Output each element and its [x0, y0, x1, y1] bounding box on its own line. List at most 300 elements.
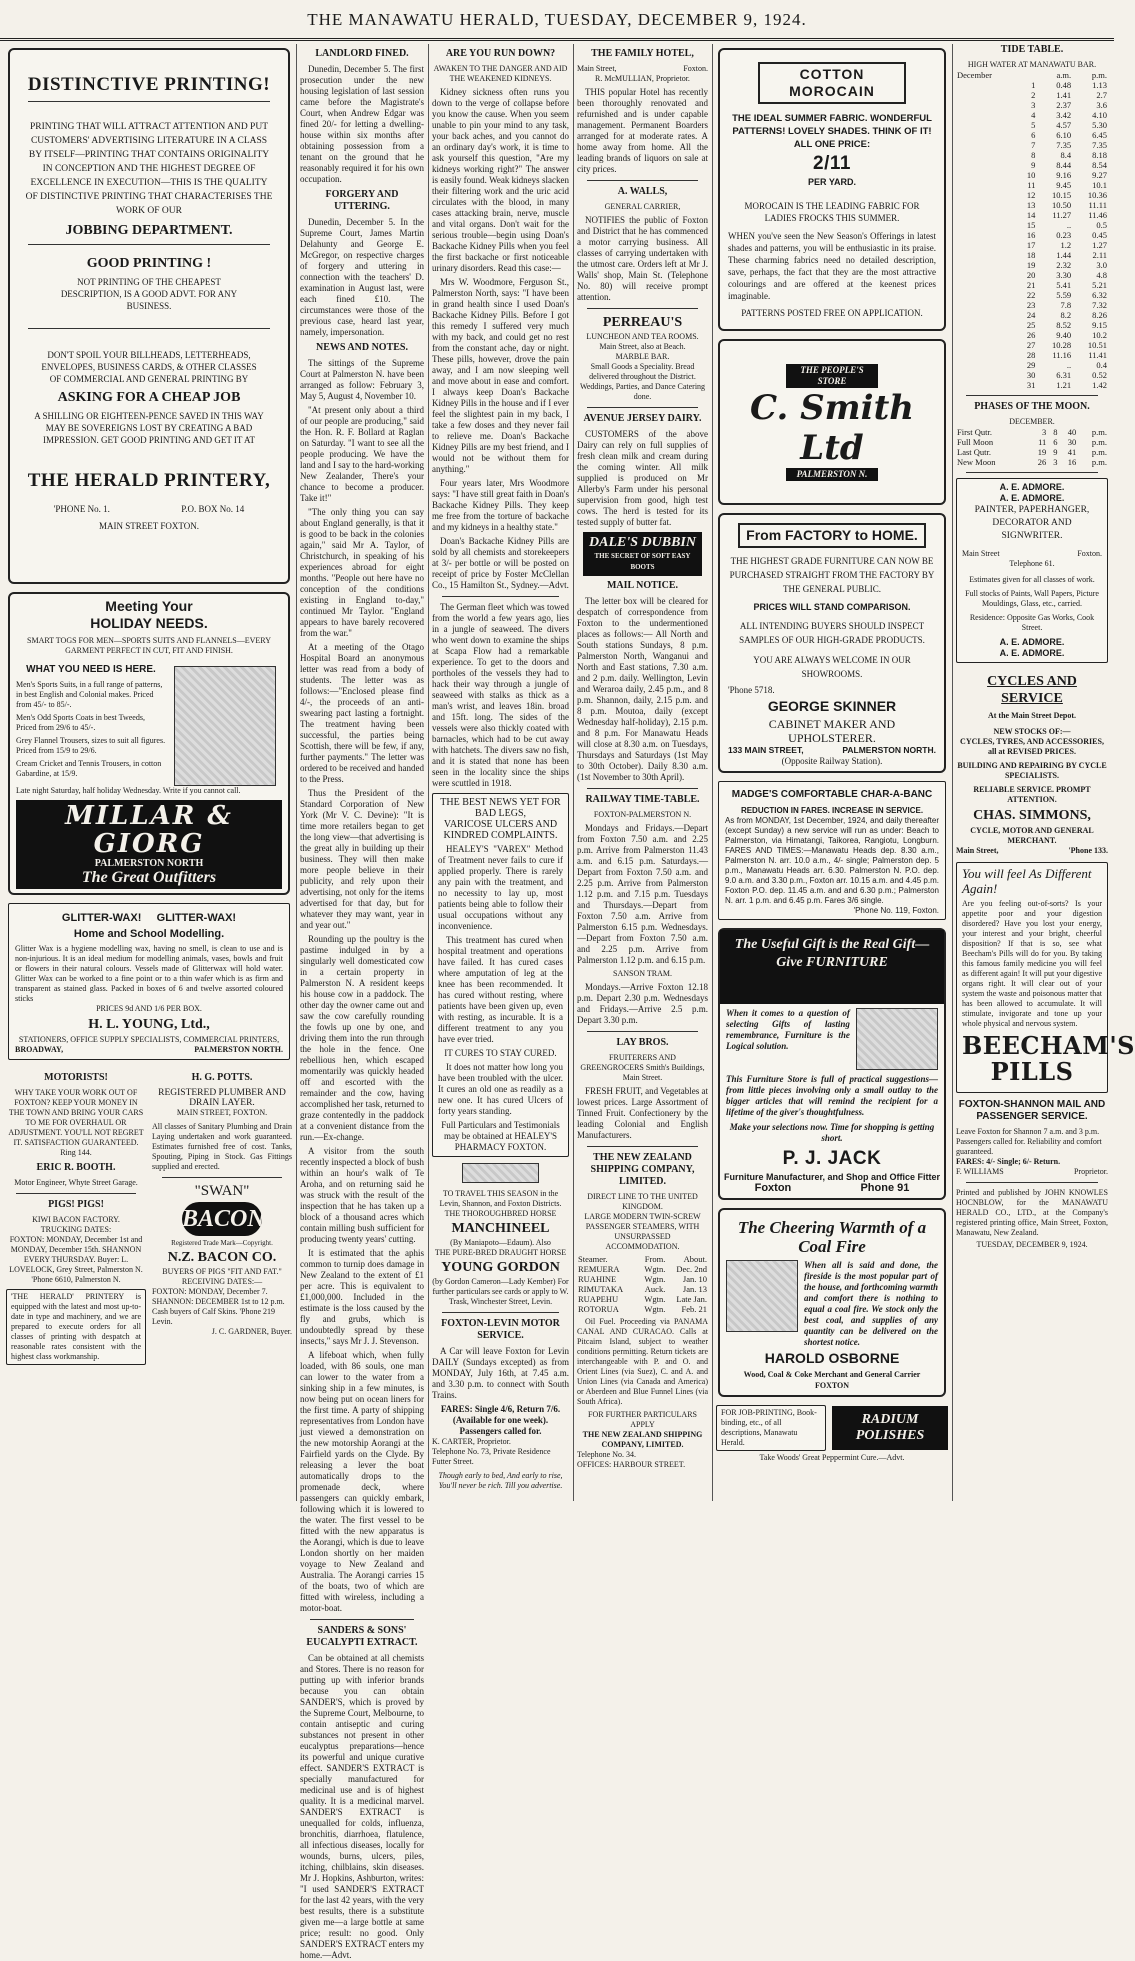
ad-subtitle: LUNCHEON AND TEA ROOMS. Main Street, also at Beach. [586, 332, 699, 351]
ad-telephone: Telephone 61. [1009, 559, 1055, 568]
table-cell: 2.11 [1092, 250, 1107, 260]
ad-body: The letter box will be cleared for despatch of correspondence from Foxton to the undermentioned places as follows:— All North and South stations Sundays, 8 p.m. Palmerston North, Wanganui and North and East stations, 7.30 a.m. and 2 p.m. daily. Wellington, Levin and Weraroa daily, 2.45 p.m., and 8 p.m. Shannon, daily, 2.15 p.m. and 8 p.m. Moutoa, daily (except Wednesday half-holiday), 2.15 p.m. and 8 p.m. For Manawatu Heads will close at 8.30 a.m. on Tuesdays, Thursdays and Saturdays (1st May to 30th October). Daily 8.30 a.m. (1st November to 30th April). [577, 596, 708, 782]
table-cell: 19 [1037, 447, 1047, 457]
ad-title: DISTINCTIVE PRINTING! [27, 74, 271, 95]
table-cell: 9.45 [1056, 180, 1072, 190]
ad-subtitle: BUYERS OF PIGS "FIT AND FAT." [162, 1267, 282, 1276]
table-cell [956, 100, 1019, 110]
ad-footer: Full Particulars and Testimonials may be obtained at HEALEY'S PHARMACY FOXTON. [441, 1120, 560, 1152]
ad-subtitle: SMART TOGS FOR MEN—SPORTS SUITS AND FLANNELS—EVERY GARMENT PERFECT IN CUT, FIT AND FINISH. [27, 636, 271, 655]
ad-subtitle: Furniture Manufacturer, and Shop and Office Fitter [723, 1172, 941, 1182]
ad-heading: NEW STOCKS OF:— [993, 727, 1071, 736]
address: PALMERSTON NORTH. [842, 745, 936, 755]
ad-body: When it comes to a question of selecting Gifts of lasting remembrance, Furniture is the Logical solution. [726, 1008, 850, 1051]
table-cell: 21 [1026, 280, 1036, 290]
ad-heading: ERIC R. BOOTH. [36, 1162, 116, 1173]
beechams-ad [956, 862, 1135, 1093]
table-row [956, 90, 1108, 100]
ad-body: Estimates given for all classes of work. [969, 575, 1095, 584]
ad-body: YOU ARE ALWAYS WELCOME IN OUR SHOWROOMS. [753, 655, 911, 679]
table-cell [956, 190, 1019, 200]
table-row [956, 427, 1108, 437]
news-paragraph: "At present only about a third of our people are producing," said the Hon. R. F. Bollard at Raglan on Saturday. "I want to see all the people producing. We have the land and I say to the hard-working New Zealander, There's your chance to become a producer. Take it!" [300, 405, 424, 503]
dales-dubbin-ad [583, 532, 702, 576]
ad-body: It does not matter how long you have been troubled with the ulcer. It cures an old one as readily as a new one. It has cured Ulcers of forty years standing. [438, 1062, 563, 1116]
horse-name: YOUNG GORDON [441, 1260, 560, 1275]
ad-heading: P. J. JACK [782, 1148, 882, 1169]
ad-body: Mondays and Fridays.—Depart from Foxton 7.50 a.m. and 2.25 p.m. Arrive from Palmerston 11.43 a.m. and 6.15 p.m. Saturdays.—Depart from Foxton 7.50 a.m. and 2.25 p.m. Arrive from Palmerston 1.12 p.m. and 7.15 p.m. Tuesdays and Thursdays.—Depart from Foxton 7.50 a.m. Arrive from Palmerston 6.15 p.m. Wednesdays.—Depart from Foxton 7.50 a.m. and 2.25 p.m. Arrive from Palmerston 1.12 p.m. and 6.15 p.m. [577, 823, 708, 965]
ad-body: LARGE MODERN TWIN-SCREW PASSENGER STEAMERS, WITH UNSURPASSED ACCOMMODATION. [584, 1212, 701, 1251]
column-5 [716, 44, 948, 1501]
dubbin-logo: DALE'S DUBBIN [589, 535, 696, 550]
table-cell [956, 120, 1019, 130]
ad-subtitle: Wood, Coal & Coke Merchant and General Carrier [743, 1370, 921, 1379]
ad-heading: TRUCKING DATES: [40, 1225, 112, 1234]
table-cell: 19 [1026, 260, 1036, 270]
table-cell: 1.21 [1056, 380, 1072, 390]
table-cell: Feb. 21 [681, 1304, 707, 1314]
table-cell: 10.1 [1092, 180, 1107, 190]
table-row [956, 437, 1108, 447]
address: Main Street [962, 549, 1000, 558]
table-cell: 11.46 [1088, 210, 1107, 220]
cotton-morocain-ad [718, 48, 946, 331]
ad-body: Make your selections now. Time for shopping is getting short. [729, 1122, 935, 1143]
table-cell [956, 160, 1019, 170]
ad-body: Mondays.—Arrive Foxton 12.18 p.m. Depart 2.30 p.m. Wednesdays and Fridays.—Arrive 2.5 p.m. Depart 3.30 p.m. [577, 982, 708, 1025]
ad-body: HEALEY'S "VAREX" Method of Treatment never fails to cure if applied properly. There is rarely any pain with the treatment, and no necessity to lay up, most patients being able to follow their usual occupations without any inconvenience. [438, 844, 563, 931]
news-paragraph: "The only thing you can say about England generally, is that it is good to be back in the colonies again," said Mr A. Taylor, of Christchurch, in speaking of his experiences abroad for eight months. "People out here have no conception of the conditions existing in England to-day," continued Mr Taylor. "England appears to have barely recovered from the war." [300, 507, 424, 638]
ad-title: The Cheering Warmth of a Coal Fire [737, 1218, 927, 1256]
ad-subtitle: CABINET MAKER AND UPHOLSTERER. [768, 717, 896, 745]
healey-legs-ad [432, 793, 569, 1157]
table-cell [956, 210, 1019, 220]
table-cell: 10.36 [1087, 190, 1107, 200]
table-cell: 10.28 [1052, 340, 1072, 350]
news-paragraph: Rounding up the poultry is the pastime indulged in by a singularly well domesticated cow in a certain property in Palmerston N. A resident keeps his house cow in a paddock. The other day the owner came out and saw the cow carefully rounding the fowls up one by one, and driving them into the run through the hole in the fence. One rebellious hen, which escaped momentarily was quickly headed off and escorted with the remainder and the cow, having accomplished her task, returned to graze contentedly in the paddock at a convenient distance from the run.—Ex-change. [300, 934, 424, 1142]
ad-title: COTTON MOROCAIN [758, 62, 906, 104]
tide-table-title: TIDE TABLE. [1000, 44, 1064, 55]
ad-heading: FOR FURTHER PARTICULARS APPLY [588, 1410, 697, 1429]
address: FOXTON [814, 1381, 850, 1390]
verse: Though early to bed, And early to rise, You'll never be rich. Till you advertise. [438, 1471, 563, 1490]
table-cell: .. [1066, 360, 1072, 370]
table-cell: 0.4 [1096, 360, 1107, 370]
table-cell: 5.30 [1092, 120, 1107, 130]
ad-price-unit: PER YARD. [807, 177, 857, 187]
table-cell: p.m. [1091, 457, 1107, 467]
table-row [956, 320, 1108, 330]
table-cell: 9.27 [1092, 170, 1107, 180]
table-row [956, 380, 1108, 390]
ad-subtitle: THE PURE-BRED DRAUGHT HORSE [434, 1248, 567, 1257]
table-row [577, 1284, 708, 1294]
ad-body: Are you feeling out-of-sorts? Is your appetite poor and your digestion disordered? Have you lost your energy, your interest and your bright, cheerful disposition? If that is so, see what Beecham's Pills will do for you. By taking this famous family medicine you will feel as different again! It will put your digestive organs right. It will clear out of your system the waste and poisonous matter that has been allowed to accumulate. It will stimulate, invigorate and tone up your whole physical and nervous system. [962, 899, 1102, 1028]
ad-fares: FARES: Single 4/6, Return 7/6. (Available for one week). Passengers called for. [440, 1404, 561, 1436]
table-header-cell: a.m. [1056, 70, 1072, 80]
table-header-cell: December [957, 70, 992, 80]
ad-body: This Furniture Store is full of practical suggestions—from little pieces involving only a small outlay to the bigger articles that will remind the recipient for a lifetime of the giver's thoughtfulness. [726, 1074, 938, 1117]
table-cell: 11.41 [1088, 350, 1107, 360]
table-cell: REMUERA [578, 1264, 620, 1274]
table-cell: 1.44 [1056, 250, 1072, 260]
table-cell: Jan. 13 [682, 1284, 707, 1294]
table-header-cell: From. [644, 1254, 666, 1264]
admore-ad [956, 478, 1108, 663]
address: 133 MAIN STREET, [728, 745, 804, 755]
table-row [956, 170, 1108, 180]
gift-banner: The Useful Gift is the Real Gift—Give FURNITURE [720, 930, 944, 1004]
po-box: P.O. BOX No. 14 [181, 504, 245, 514]
table-cell: 9 [1031, 160, 1036, 170]
list-item: Grey Flannel Trousers, sizes to suit all figures. Priced from 15/9 to 29/6. [16, 736, 166, 755]
ad-heading: H. L. YOUNG, Ltd., [88, 1017, 210, 1032]
ad-subtitle: Home and School Modelling. [73, 928, 225, 940]
list-item: Cream Cricket and Tennis Trousers, in cotton Gabardine, at 15/9. [16, 759, 162, 778]
address: (Opposite Railway Station). [781, 756, 883, 766]
table-cell [956, 80, 1019, 90]
table-cell: Dec. 2nd [676, 1264, 707, 1274]
ad-telephone: Telephone No. 34. [577, 1450, 636, 1459]
ad-body: FRESH FRUIT, and Vegetables at lowest prices. Large Assortment of Tinned Fruit. Confectionery by the leading Colonial and English Manufacturers. [577, 1086, 708, 1140]
ad-title: FOXTON-SHANNON MAIL AND PASSENGER SERVICE. [958, 1099, 1106, 1122]
ad-price: PRICES 9d AND 1/6 PER BOX. [96, 1004, 202, 1013]
table-cell: 9.15 [1092, 320, 1107, 330]
table-cell [956, 330, 1019, 340]
table-row [956, 260, 1108, 270]
table-row [956, 250, 1108, 260]
table-cell: 0.52 [1092, 370, 1107, 380]
ad-heading: PRICES WILL STAND COMPARISON. [753, 602, 911, 612]
trademark-note: Registered Trade Mark—Copyright. [171, 1239, 273, 1247]
ad-body: Glitter Wax is a hygiene modelling wax, having no smell, is clean to use and is non-injurious. It is an ideal medium for modelling animals, vases, bowls and fruit or flowers in their natural colours. Vessels made of Glitterwax will hold water. Glitter Wax can be worked to a fine point or to a thin wafer which is as firm and transparent as stained glass. Packed in boxes of 6 and twelve assorted coloured sticks [15, 944, 283, 1003]
table-header-cell: Steamer. [578, 1254, 608, 1264]
ad-title: You will feel As Different Again! [962, 866, 1092, 896]
article-body: Doan's Backache Kidney Pills are sold by all chemists and storekeepers at 3/- per bottle or will be posted on receipt of price by Foster McClellan Co., 15 Hamilton St., Sydney.—Advt. [432, 536, 569, 590]
table-cell: 7.35 [1056, 140, 1072, 150]
ad-telephone: 'Phone No. 119, Foxton. [853, 906, 939, 915]
table-cell: 7 [1031, 140, 1036, 150]
table-cell [956, 250, 1019, 260]
table-cell: 16 [1026, 230, 1036, 240]
table-cell: 1.41 [1056, 90, 1072, 100]
address: Foxton. [683, 64, 708, 73]
table-cell [956, 130, 1019, 140]
article-headline: LANDLORD FINED. [315, 48, 409, 59]
table-cell: 8.44 [1056, 160, 1072, 170]
ad-title: From FACTORY to HOME. [738, 523, 926, 548]
c-smith-logo: C. Smith Ltd [749, 387, 914, 468]
ad-title: MOTORISTS! [44, 1072, 108, 1083]
table-cell: 18 [1026, 250, 1036, 260]
ad-subtitle: PAINTER, PAPERHANGER, DECORATOR AND SIGNWRITER. [974, 505, 1090, 541]
table-cell [956, 290, 1019, 300]
ad-body: WHY TAKE YOUR WORK OUT OF FOXTON? KEEP YOUR MONEY IN THE TOWN AND BRING YOUR CARS TO ME FOR OVERHAUL OR ADJUSTMENT. YOU'LL NOT REGRET IT. SATISFACTION GUARANTEED. Ring 144. [8, 1088, 144, 1157]
distinctive-printing-ad [8, 48, 290, 584]
madge-char-a-banc-ad [718, 781, 946, 920]
table-cell: 8.2 [1060, 310, 1072, 320]
ad-telephone: Telephone No. 73, Private Residence Futter Street. [432, 1447, 551, 1466]
table-cell: 4.8 [1096, 270, 1107, 280]
table-cell: 0.5 [1096, 220, 1107, 230]
article-body: Mrs W. Woodmore, Ferguson St., Palmerston North, says: "I have been in grand health since I used Doan's Backache Kidney Pills. Before I got this remedy I suffered very much with my back, and could get no rest from the constant ache, day or night. These pills, however, drove the pain away, and I am now sleeping well and move about in ease and comfort. I always keep Doan's Backache Kidney Pills in the house and if I ever feel the slightest pain in my back, I take a few doses and they never fail to relieve me. Doan's Backache Kidney Pills are my best friend, and I would not be without them for anything." [432, 277, 569, 474]
table-cell: Last Qutr. [957, 447, 991, 457]
ad-subtitle: GENERAL CARRIER, [604, 202, 681, 211]
ad-title: FOXTON-LEVIN MOTOR SERVICE. [441, 1318, 560, 1341]
ad-body: CUSTOMERS of the above Dairy can rely on full supplies of fresh clean milk and cream during the coming winter. All milk supplied is produced on Mr Allerby's Farm under his personal supervision from good, high test cows. The herd is tested for its tested supply of butter fat. [577, 429, 708, 527]
table-cell: 3.42 [1056, 110, 1072, 120]
ad-title: AVENUE JERSEY DAIRY. [583, 413, 702, 424]
ad-body: As from MONDAY, 1st December, 1924, and daily thereafter (except Sunday) a new service will run as under: Beach to Palmerston, via Himatangi, Taikorea, Rangiotu, Longburn. FARES AND TIMES:—Manawatu Heads dep. 8.30 a.m., Palmerston N. arr. 10.0 a.m., 4/- single; Palmerston dep. 5 p.m., Manawatu Heads arr. 6.30. Palmerston N. P.O. dep. 9.0 a.m. and 3.30 p.m., Foxton arr. 10.15 a.m. and 4.45 p.m. Foxton P.O. dep. 11.45 a.m. and and 6.30 p.m.; Palmerston N. arr. 1 p.m. and 6.45 p.m. Fares 3/6 single. [725, 816, 939, 905]
table-row [956, 240, 1108, 250]
table-cell: 10.50 [1052, 200, 1072, 210]
tide-table [956, 70, 1108, 390]
table-row [956, 230, 1108, 240]
article-headline: NEWS AND NOTES. [316, 342, 408, 353]
swan-heading: "SWAN" [194, 1183, 250, 1199]
ad-body: STATIONERS, OFFICE SUPPLY SPECIALISTS, COMMERCIAL PRINTERS, [18, 1035, 280, 1044]
signature: J. C. GARDNER, Buyer. [211, 1327, 292, 1336]
ad-subtitle: THE THOROUGHBRED HORSE [444, 1209, 557, 1218]
table-row [956, 210, 1108, 220]
ad-proprietor: K. CARTER, Proprietor. [432, 1437, 511, 1446]
table-cell: 8.52 [1056, 320, 1072, 330]
table-cell: 6.31 [1056, 370, 1072, 380]
column-3 [432, 44, 569, 1501]
column-1 [6, 44, 292, 1501]
table-cell: 4.10 [1092, 110, 1107, 120]
table-cell: 30 [1026, 370, 1036, 380]
table-cell: 10.51 [1087, 340, 1107, 350]
ad-body: Motor Engineer, Whyte Street Garage. [14, 1178, 138, 1187]
table-cell: 16 [1067, 457, 1077, 467]
table-row [577, 1304, 708, 1314]
ad-proprietor: R. McMULLIAN, Proprietor. [595, 74, 690, 83]
ad-subtitle: FRUITERERS AND GREENGROCERS Smith's Buildings, Main Street. [580, 1053, 705, 1082]
column-rule [296, 44, 297, 1501]
table-row [577, 1294, 708, 1304]
table-cell: 6.32 [1092, 290, 1107, 300]
santa-illustration [856, 1008, 938, 1070]
table-cell: p.m. [1091, 447, 1107, 457]
news-paragraph: A visitor from the south recently inspected a block of bush within an hour's walk of Te Aroha, and on returning said he was struck with the result of the inspection that he has taken up a block of a thousand acres which contain milling bush sufficient for producing twenty years' cutting. [300, 1146, 424, 1244]
table-cell [956, 150, 1019, 160]
article-body: Can be obtained at all chemists and Stores. There is no reason for putting up with inferior brands because you can obtain SANDER'S, which is proved by the Supreme Court, Melbourne, to contain antiseptic and curing substances not present in other eucalyptus preparations—hence its powerful and unique curative effect. SANDER'S EXTRACT is specially manufactured for medicinal use and is of highest quality. It is a medicinal marvel. SANDER'S EXTRACT is unequalled for colds, influenza, bronchitis, diarrhoea, flatulence, all infectious diseases, locally for wounds, burns, ulcers, piles, itching, chilblains, skin diseases. Mr J. Hopkins, Ashburton, writes: "I used SANDER'S EXTRACT for the last 42 years, with the very best results, there is a substitute given me—a large bottle at same price; result: no good. Only SANDER'S EXTRACT enters my home.—Advt. [300, 1653, 424, 1960]
table-cell: 9.40 [1056, 330, 1072, 340]
ad-proprietor: Proprietor. [1074, 1167, 1108, 1176]
table-cell: 41 [1067, 447, 1077, 457]
ad-body: ALL INTENDING BUYERS SHOULD INSPECT SAMPLES OF OUR HIGH-GRADE PRODUCTS. [739, 621, 925, 645]
ad-body: BUILDING AND REPAIRING BY CYCLE SPECIALISTS. [957, 761, 1107, 780]
table-cell: 1.13 [1092, 80, 1107, 90]
job-printing-notice: FOR JOB-PRINTING, Book-binding, etc., of all descriptions, Manawatu Herald. [716, 1405, 826, 1451]
article-headline: ARE YOU RUN DOWN? [445, 48, 556, 59]
article-body: Dunedin, December 5. In the Supreme Court, James Martin Delahunty and George E. McGregor, on respective charges of forgery and uttering in connection with the teachers' D. examination in August last, were each fined £10. The circumstances were those of the previous case, heard last year, namely, impersonation. [300, 217, 424, 337]
table-row [956, 330, 1108, 340]
table-cell: 3.0 [1096, 260, 1107, 270]
table-cell: 8 [1053, 427, 1058, 437]
table-row [956, 200, 1108, 210]
ad-body: This treatment has cured when hospital treatment and operations have failed. It has cured cases where amputation of leg at the knee has been recommended. It has cured without resting, where patients have been given up, even with resting, as incurable. It is a different treatment to any you have ever tried. [438, 935, 563, 1044]
logo-banner: PALMERSTON N. [786, 468, 878, 481]
address: MAIN STREET, FOXTON. [176, 1108, 268, 1117]
table-cell: 24 [1026, 310, 1036, 320]
ad-subtitle: REGISTERED PLUMBER AND DRAIN LAYER. [158, 1088, 286, 1108]
table-cell: 10.2 [1092, 330, 1107, 340]
column-4 [577, 44, 708, 1501]
radium-polishes-logo: RADIUM POLISHES [832, 1406, 948, 1450]
ad-body: (By Maniapoto—Edaum). Also [450, 1238, 551, 1247]
table-row [956, 140, 1108, 150]
ad-body: FOXTON: MONDAY, December 7. SHANNON: DECEMBER 1st to 12 p.m. Cash buyers of Calf Skins. 'Phone 219 Levin. [152, 1287, 285, 1326]
ad-subtitle: FOXTON-PALMERSTON N. [593, 810, 692, 819]
table-row [956, 80, 1108, 90]
ad-body: A SHILLING OR EIGHTEEN-PENCE SAVED IN THIS WAY MAY BE SOVEREIGNS LOST BY CREATING A BAD IMPRESSION. GET GOOD PRINTING AND GET IT AT [34, 411, 264, 445]
table-header-cell: p.m. [1091, 70, 1107, 80]
column-6 [956, 44, 1135, 1501]
ad-title: PIGS! PIGS! [48, 1199, 104, 1210]
table-cell: 12 [1026, 190, 1036, 200]
ad-heading: MARBLE BAR. [615, 352, 670, 361]
ad-heading: WHAT YOU NEED IS HERE. [26, 664, 156, 675]
ad-proprietor: F. WILLIAMS [956, 1167, 1004, 1176]
table-row [956, 220, 1108, 230]
ad-body: CYCLES, TYRES, AND ACCESSORIES, all at REVISED PRICES. [960, 737, 1104, 756]
table-cell: 28 [1026, 350, 1036, 360]
article-body: Four years later, Mrs Woodmore says: "I have still great faith in Doan's Backache Kidney Pills. They keep me free from the torture of backache and my kidneys in a healthy state." [432, 478, 570, 532]
table-cell [956, 220, 1019, 230]
table-cell [956, 270, 1019, 280]
table-cell: 25 [1026, 320, 1036, 330]
table-cell: 6.45 [1092, 130, 1107, 140]
table-cell: 10.15 [1052, 190, 1072, 200]
ad-heading: N.Z. BACON CO. [167, 1250, 277, 1265]
ad-body: All classes of Sanitary Plumbing and Drain Laying undertaken and work guaranteed. Estimates furnished free of cost. Tanks, Spouting, Piping in Stock. Gas Fittings supplied and erected. [152, 1122, 292, 1171]
ad-price: 2/11 [813, 153, 851, 174]
table-row [577, 1274, 708, 1284]
table-cell: 3.30 [1056, 270, 1072, 280]
ad-title: Meeting Your HOLIDAY NEEDS. [90, 598, 208, 631]
table-row [956, 370, 1108, 380]
logo-banner: THE PEOPLE'S STORE [786, 364, 878, 388]
table-row [956, 160, 1108, 170]
news-paragraph: At a meeting of the Otago Hospital Board an anonymous letter was read from a body of students. The letter was as follows:—"Enclosed please find 4/-, the proceeds of an anti-swearing pact lasting a fortnight. The treatment having been successful, the parties being Scottish, there will be few, if any, further payments." The letter was ordered to be received and handed to the Press. [300, 642, 424, 784]
table-cell: 7.35 [1092, 140, 1107, 150]
factory-to-home-ad [718, 513, 946, 773]
table-cell: 4.57 [1056, 120, 1072, 130]
ad-body: A Car will leave Foxton for Levin DAILY (Sundays excepted) as from MONDAY, July 16th, at 7.45 a.m. and 3.30 p.m. to connect with South Trains. [432, 1346, 569, 1400]
ad-fares: FARES: 4/- Single; 6/- Return. [956, 1157, 1061, 1166]
table-cell [956, 300, 1019, 310]
ad-heading: GEORGE SKINNER [767, 698, 897, 714]
phone-number: Phone 91 [860, 1182, 910, 1194]
address: Main Street, [577, 64, 617, 73]
table-row [956, 120, 1108, 130]
table-row [956, 310, 1108, 320]
table-cell: 3 [1053, 457, 1058, 467]
ad-heading: SANSON TRAM. [613, 969, 672, 978]
column-2 [300, 44, 424, 1960]
address: BROADWAY, [15, 1045, 64, 1054]
ad-body: Residence: Opposite Gas Works, Cook Street. [969, 613, 1095, 632]
list-item: Late night Saturday, half holiday Wednesday. Write if you cannot call. [16, 786, 241, 795]
table-header-row [577, 1254, 708, 1264]
column-rule [573, 44, 574, 1501]
table-cell: 8.18 [1092, 150, 1107, 160]
table-cell: 40 [1067, 427, 1077, 437]
article-body: Dunedin, December 5. The first prosecution under the new housing legislation of last session came before the Magistrate's Court, when Andrew Edgar was fined 20/- for letting a dwelling-house within six months after obtaining possession from a tenant on the ground that he reasonably required it for his own occupation. [300, 64, 424, 184]
column-rule [952, 44, 953, 1501]
table-cell: 31 [1026, 380, 1036, 390]
ad-body: NOTIFIES the public of Foxton and District that he has commenced a motor carrying business. All classes of carrying undertaken with the utmost care. Orders left at Mr J. Walls' shop, Main St. (Telephone No. 80) will receive prompt attention. [577, 215, 708, 302]
table-cell [956, 320, 1019, 330]
ad-title: THE FAMILY HOTEL, [591, 48, 694, 59]
table-header-cell [1019, 70, 1037, 80]
horse-name: MANCHINEEL [451, 1221, 550, 1236]
logo-tagline: The Great Outfitters [81, 869, 217, 886]
news-paragraph: A lifeboat which, when fully loaded, with 86 souls, one man can lower to the water from a sinking ship in a few minutes, is now being put on ocean liners for the first time. A party of shipping representatives from London have just viewed a demonstration on the new motorship Aorangi at the Fairfield yards on the Clyde. By releasing a lever the boat automatically drops to the promenade deck, where passengers can quickly embark, following which it is lowered to the water. The first vessel to be fitted with the new apparatus is the Aorangi, which is due to leave London shortly on her maiden voyage to New Zealand and Australia. The Aorangi carries 15 of the boats, two of which are fitted with wireless, including a motor-boat. [300, 1350, 424, 1613]
table-cell: 5.21 [1092, 280, 1107, 290]
osborne-coal-ad [718, 1208, 946, 1397]
ship-schedule-table [577, 1254, 708, 1314]
table-cell: 23 [1026, 300, 1036, 310]
table-cell: 8.54 [1092, 160, 1107, 170]
table-cell: 5 [1031, 120, 1036, 130]
millar-holiday-ad [8, 592, 290, 895]
table-cell [956, 110, 1019, 120]
address: Foxton. [1077, 549, 1102, 558]
table-cell: p.m. [1091, 437, 1107, 447]
table-cell: Full Moon [957, 437, 994, 447]
table-cell: 6 [1031, 130, 1036, 140]
table-cell: New Moon [957, 457, 996, 467]
table-cell [956, 230, 1019, 240]
table-cell: 15 [1026, 220, 1036, 230]
table-cell: 5.59 [1056, 290, 1072, 300]
ad-heading: IT CURES TO STAY CURED. [444, 1048, 557, 1058]
table-cell: 2.7 [1096, 90, 1107, 100]
table-row [956, 190, 1108, 200]
list-item: Men's Sports Suits, in a full range of patterns, in best English and Colonial makes. Priced from 45/- to 85/-. [16, 680, 163, 709]
table-cell: 9 [1053, 447, 1058, 457]
table-cell: RUAPEHU [578, 1294, 619, 1304]
table-cell: 2.37 [1056, 100, 1072, 110]
table-cell: 1.42 [1092, 380, 1107, 390]
ad-body: Leave Foxton for Shannon 7 a.m. and 3 p.m. Passengers called for. Reliability and comfort guaranteed. [956, 1127, 1102, 1156]
table-cell: 20 [1026, 270, 1036, 280]
table-cell: 8.4 [1060, 150, 1072, 160]
table-row [956, 110, 1108, 120]
table-cell: Late Jan. [676, 1294, 707, 1304]
table-cell [956, 180, 1019, 190]
table-cell: 7.8 [1060, 300, 1072, 310]
ad-body: TO TRAVEL THIS SEASON in the Levin, Shannon, and Foxton Districts. [439, 1189, 562, 1208]
table-cell: 0.48 [1056, 80, 1072, 90]
table-cell: 29 [1026, 360, 1036, 370]
ad-title: RAILWAY TIME-TABLE. [585, 794, 700, 805]
table-cell: 6.10 [1056, 130, 1072, 140]
article-subheadline: AWAKEN TO THE DANGER AND AID THE WEAKENED KIDNEYS. [433, 64, 568, 83]
ad-body: THIS popular Hotel has recently been thoroughly renovated and refurnished and is under capable management. Permanent Boarders arranged for at moderate rates. A home away from home. All the leading brands of liquors on sale at city prices. [577, 87, 708, 174]
ad-subtitle: CYCLE, MOTOR AND GENERAL MERCHANT. [970, 826, 1094, 845]
ad-heading: A. E. ADMORE. [999, 648, 1065, 658]
millar-giorg-logo [16, 800, 282, 889]
motorists-column [6, 1068, 146, 1369]
table-cell [956, 310, 1019, 320]
ad-subtitle: VARICOSE ULCERS AND KINDRED COMPLAINTS. [443, 819, 558, 841]
moon-phases-table [956, 427, 1108, 467]
moon-phases-title: PHASES OF THE MOON. [974, 401, 1090, 412]
